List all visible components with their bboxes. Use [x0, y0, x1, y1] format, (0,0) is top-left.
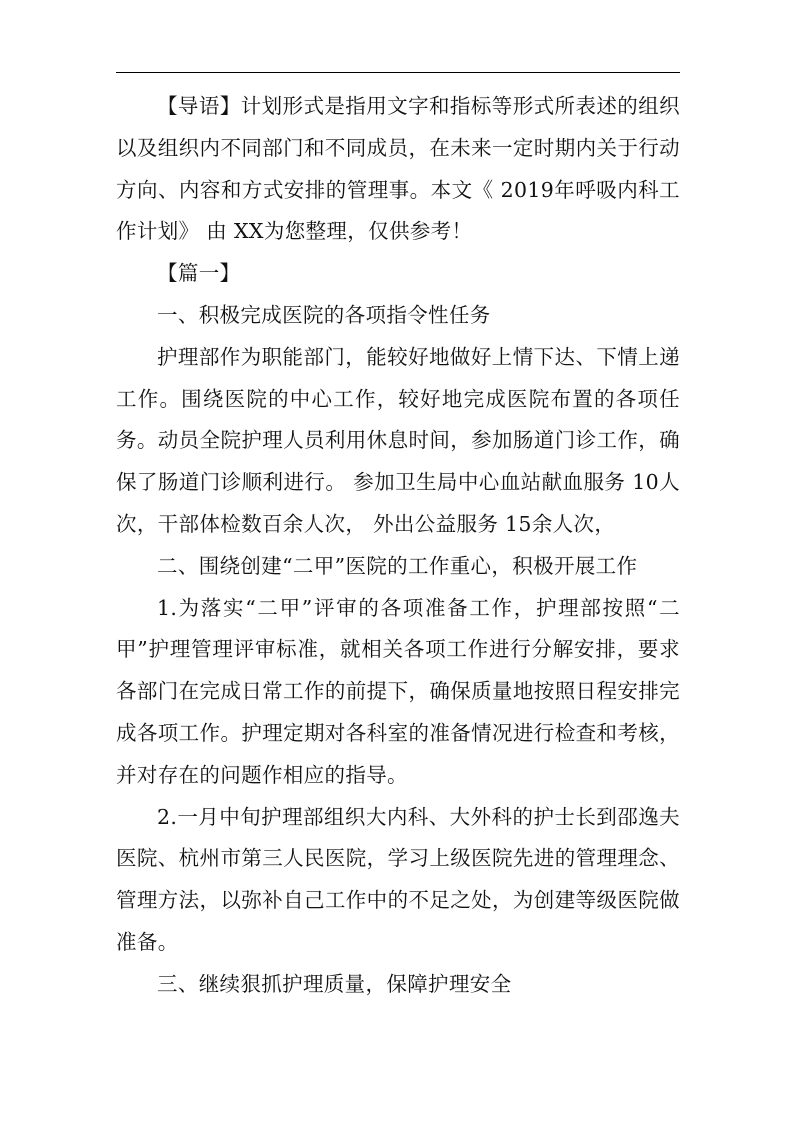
section-1-heading: 一、积极完成医院的各项指令性任务	[157, 302, 491, 327]
intro-paragraph: 【导语】计划形式是指用文字和指标等形式所表述的组织以及组织内不同部门和不同成员，在未来一定时期内关于行动方向、内容和方式安排的管理事。本文《 2019年呼吸内科工作计划》 由 XX为您整理，仅供参考！	[116, 94, 680, 244]
section-1-body: 护理部作为职能部门，能较好地做好上情下达、下情上递工作。围绕医院的中心工作，较好地完成医院布置的各项任务。动员全院护理人员利用休息时间，参加肠道门诊工作，确保了肠道门诊顺利进行。 参加卫生局中心血站献血服务 10人次，干部体检数百余人次， 外出公益服务 15余人次，	[116, 344, 680, 536]
document-body	[116, 86, 680, 1006]
section-2-item-2: 2.一月中旬护理部组织大内科、大外科的护士长到邵逸夫医院、杭州市第三人民医院，学习上级医院先进的管理理念、管理方法，以弥补自己工作中的不足之处，为创建等级医院做准备。	[116, 804, 680, 954]
header-divider	[116, 72, 680, 73]
section-2-heading: 二、围绕创建“二甲”医院的工作重心，积极开展工作	[157, 553, 638, 578]
part-one-label: 【篇一】	[157, 261, 241, 286]
section-2-item-1: 1.为落实“二甲”评审的各项准备工作，护理部按照“二甲”护理管理评审标准，就相关各项工作进行分解安排，要求各部门在完成日常工作的前提下，确保质量地按照日程安排完成各项工作。护理定期对各科室的准备情况进行检查和考核，并对存在的问题作相应的指导。	[116, 595, 680, 787]
section-3-heading: 三、继续狠抓护理质量，保障护理安全	[157, 971, 512, 996]
